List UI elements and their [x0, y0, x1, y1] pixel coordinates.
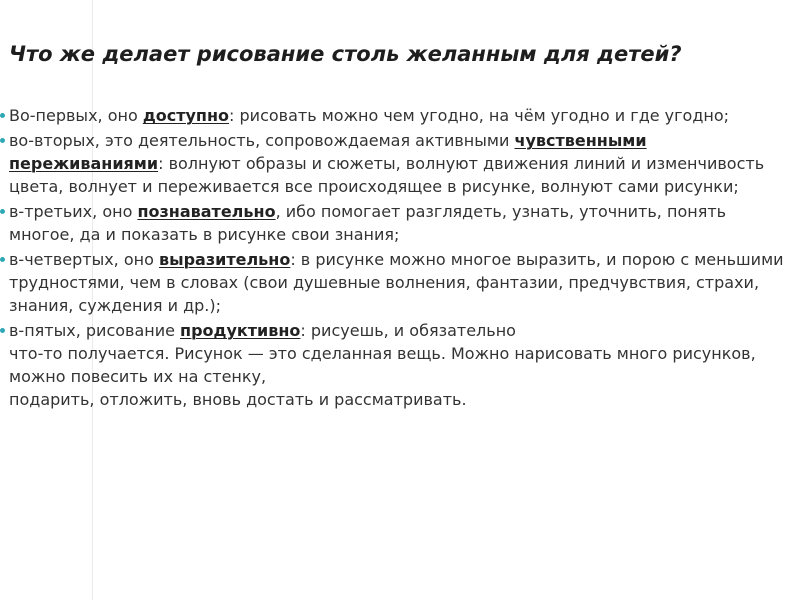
- list-item-continuation: [0, 342, 790, 388]
- item-text: что-то получается. Рисунок — это сделанная вещь. Можно нарисовать много рисунков, можно повесить их на стенку,: [9, 344, 756, 386]
- item-text: : рисуешь, и обязательно: [300, 321, 516, 340]
- bullet-dot-icon: [0, 257, 5, 262]
- item-keyword: доступно: [142, 106, 230, 125]
- item-text: в-пятых, рисование: [9, 321, 181, 340]
- bullet-dot-icon: [0, 209, 5, 214]
- item-text: : в рисунке можно многое выразить, и порою с меньшими трудностями, чем в словах (свои душевные волнения, фантазии, предчувствия, страхи, знания, суждения и др.);: [9, 250, 784, 315]
- bullet-dot-icon: [0, 113, 5, 118]
- item-text: : рисовать можно чем угодно, на чём угодно и где угодно;: [229, 106, 730, 125]
- bullet-dot-icon: [0, 328, 5, 333]
- list-item: [0, 248, 790, 317]
- item-keyword: выразительно: [158, 250, 291, 269]
- item-keyword: познавательно: [137, 202, 276, 221]
- item-text: , ибо помогает разглядеть, узнать, уточнить, понять многое, да и показать в рисунке свои знания;: [9, 202, 727, 244]
- list-item-continuation: [0, 388, 790, 411]
- bullet-dot-icon: [0, 138, 5, 143]
- item-text: во-вторых, это деятельность, сопровождаемая активными: [9, 131, 515, 150]
- list-item: [0, 319, 790, 342]
- slide-title: Что же делает рисование столь желанным для детей?: [9, 42, 682, 66]
- item-text: в-третьих, оно: [9, 202, 138, 221]
- item-keyword: продуктивно: [180, 321, 301, 340]
- item-text: : волнуют образы и сюжеты, волнуют движения линий и изменчивость цвета, волнует и переживается все происходящее в рисунке, волнуют сами рисунки;: [9, 154, 765, 196]
- list-item: [0, 129, 790, 198]
- bullet-list: [0, 104, 790, 413]
- item-text: подарить, отложить, вновь достать и рассматривать.: [9, 390, 467, 409]
- list-item: [0, 104, 790, 127]
- list-item: [0, 200, 790, 246]
- item-keyword: чувственными переживаниями: [9, 131, 647, 173]
- item-text: Во-первых, оно: [9, 106, 143, 125]
- item-text: в-четвертых, оно: [9, 250, 159, 269]
